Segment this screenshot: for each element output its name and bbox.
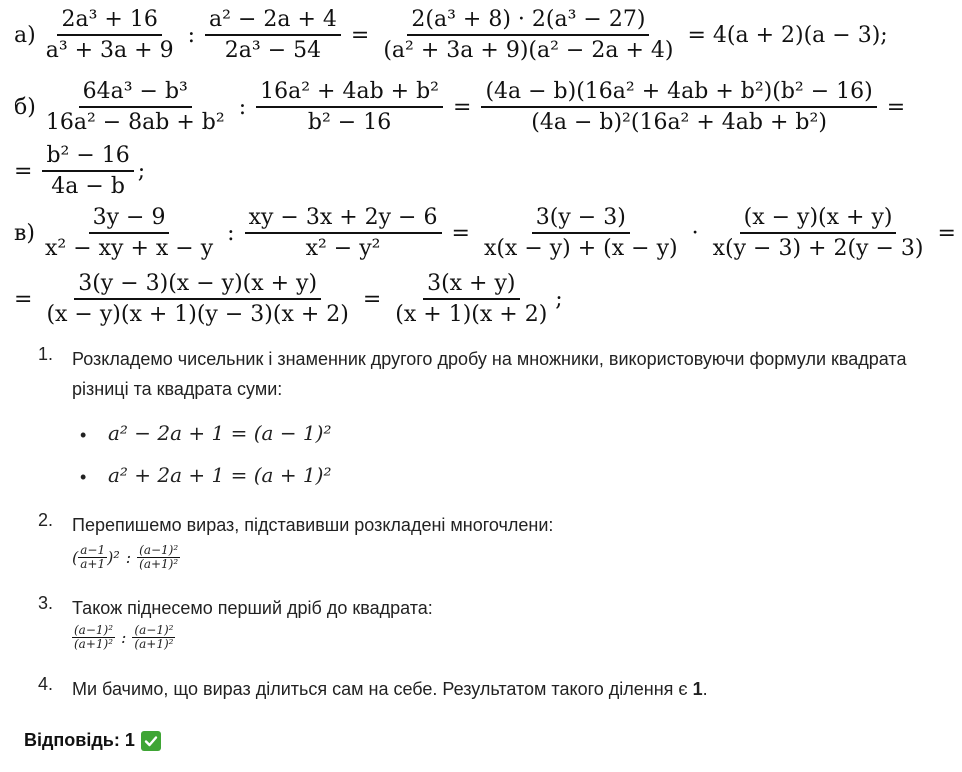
check-mark-icon: [141, 731, 161, 751]
fraction: $\frac{3y - 9}{\text{x² − xy + x − y}}$: [44, 205, 214, 262]
fraction: $\frac{\text{2a³ + 16}}{\text{a³ + 3a + 9}}$: [45, 7, 174, 64]
step-text: Ми бачимо, що вираз ділиться сам на себе. Результатом такого ділення є 1.: [72, 679, 708, 699]
expression-3: (a−1)² (a+1)² : (a−1)² (a+1)²: [74, 623, 174, 652]
fraction: $\frac{3(x + y)}{(x + 1)(x + 2)}$: [395, 271, 548, 328]
step-number: 2.: [38, 510, 54, 530]
step-text: Розкладемо чисельник і знаменник другого дробу на множники, використовуючи формули квадрата різниці та квадрата суми:: [72, 349, 907, 399]
fraction: $\frac{(x - y)(x + y)}{x(y - 3) + 2(y - 3)}$: [712, 205, 924, 262]
fraction: $\frac{\text{16a² + 4ab + b²}}{\text{b² − 16}}$: [256, 80, 443, 134]
bullet-dot: •: [80, 467, 87, 487]
step-text: Також піднесемо перший дріб до квадрата:: [72, 598, 433, 618]
equation-a: а) $\frac{\text{2a³ + 16}}{\text{a³ + 3a + 9}}$ : $\frac{\text{a² − 2a + 4}}{\text{2a³ − 54}}$ = $\frac{\text{2(a³ + 8) · 2(a³ − 27)}}{\text{(a² + 3a + 9)(a² − 2a + 4)}}$ = 4(a + 2)(a − 3);: [14, 7, 888, 64]
step-number: 4.: [38, 674, 54, 694]
equation-v: в) $\frac{3y - 9}{\text{x² − xy + x − y}}$ : $\frac{xy - 3x + 2y - 6}{\text{x² − y²}}$ = $\frac{3(y - 3)}{x(x - y) + (x - y)}$ · $\frac{(x - y)(x + y)}{x(y - 3) + 2(y - 3)}$ =: [14, 205, 956, 262]
expression-2: ( a−1 a+1 )² : (a−1)² (a+1)²: [72, 543, 179, 572]
equation-v-continued: = $\frac{3(y - 3)(x - y)(x + y)}{(x - y)(x + 1)(y - 3)(x + 2)}$ = $\frac{3(x + y)}{(x + 1)(x + 2)}$ ;: [14, 271, 563, 328]
answer: [24, 730, 161, 751]
bullet-formula-2: a² + 2a + 1 = (a + 1)²: [108, 463, 332, 487]
fraction: $\frac{\text{b² − 16}}{4a - b}$: [42, 144, 133, 198]
equation-b: б) $\frac{\text{64a³ − b³}}{\text{16a² − 8ab + b²}}$ : $\frac{\text{16a² + 4ab + b²}}{\text{b² − 16}}$ = $\frac{\text{(4a − b)(16a² + 4ab + b²)(b² − 16)}}{\text{(4a − b)²(16a² + 4ab + b²)}}$ =: [14, 79, 906, 136]
fraction: $\frac{\text{a² − 2a + 4}}{\text{2a³ − 54}}$: [205, 8, 341, 62]
step-text: Перепишемо вираз, підставивши розкладені многочлени:: [72, 515, 554, 535]
bullet-dot: •: [80, 425, 87, 445]
fraction: $\frac{xy - 3x + 2y - 6}{\text{x² − y²}}$: [245, 206, 442, 260]
fraction: $\frac{3(y - 3)(x - y)(x + y)}{(x - y)(x + 1)(y - 3)(x + 2)}$: [46, 271, 349, 328]
step-number: 3.: [38, 593, 54, 613]
fraction: $\frac{\text{2(a³ + 8) · 2(a³ − 27)}}{\text{(a² + 3a + 9)(a² − 2a + 4)}}$: [383, 7, 674, 64]
fraction: $\frac{\text{(4a − b)(16a² + 4ab + b²)(b² − 16)}}{\text{(4a − b)²(16a² + 4ab + b²)}}$: [481, 80, 876, 134]
label-b: б): [14, 94, 36, 120]
step-number: 1.: [38, 344, 54, 364]
equation-b-continued: = $\frac{\text{b² − 16}}{4a - b}$ ;: [14, 143, 146, 200]
bullet-formula-1: a² − 2a + 1 = (a − 1)²: [108, 421, 332, 445]
label-v: в): [14, 220, 35, 246]
label-a: а): [14, 22, 36, 48]
answer-label: Відповідь: 1: [24, 730, 135, 750]
fraction: $\frac{\text{64a³ − b³}}{\text{16a² − 8ab + b²}}$: [45, 79, 225, 136]
fraction: $\frac{3(y - 3)}{x(x - y) + (x - y)}$: [483, 205, 678, 262]
